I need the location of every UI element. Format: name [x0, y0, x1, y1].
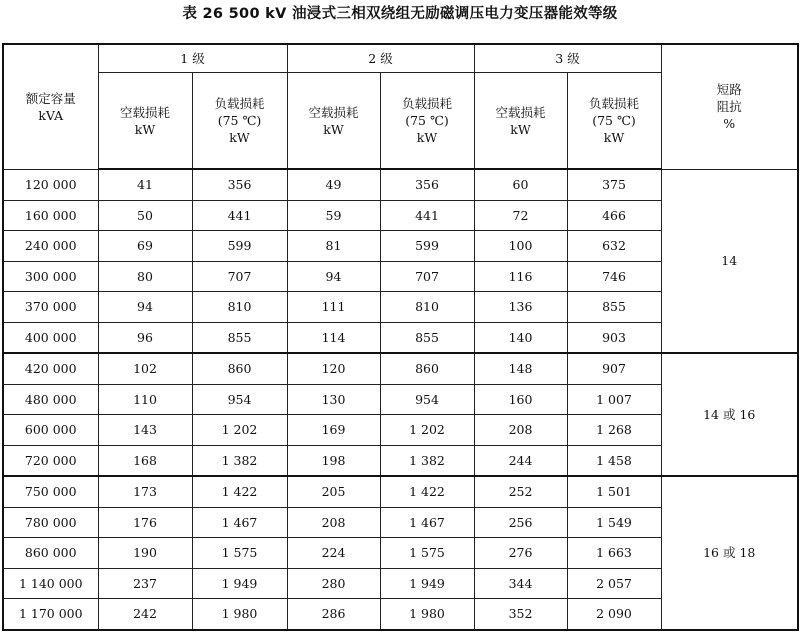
cell-g1-no-load: 94	[98, 292, 192, 323]
cell-g3-no-load: 256	[474, 507, 567, 538]
cell-g2-load: 1 467	[380, 507, 474, 538]
cell-g1-no-load: 102	[98, 353, 192, 384]
table-title: 表 26 500 kV 油浸式三相双绕组无励磁调压电力变压器能效等级	[182, 6, 618, 22]
cell-g1-no-load: 110	[98, 384, 192, 415]
header-grade-3: 3 级	[474, 44, 661, 73]
table-row	[3, 169, 798, 200]
cell-capacity: 1 140 000	[3, 568, 98, 599]
table-body	[3, 169, 798, 630]
cell-g1-load: 441	[192, 200, 287, 231]
cell-g1-load: 1 422	[192, 476, 287, 507]
cell-impedance: 14	[661, 169, 798, 353]
cell-g2-no-load: 114	[287, 322, 380, 353]
header-no-load-loss	[287, 73, 380, 170]
cell-g3-no-load: 276	[474, 538, 567, 569]
cell-g2-no-load: 286	[287, 599, 380, 630]
cell-g3-load: 1 549	[567, 507, 661, 538]
cell-capacity: 120 000	[3, 169, 98, 200]
cell-capacity: 300 000	[3, 261, 98, 292]
header-load-unit: kW	[416, 130, 438, 145]
cell-capacity: 370 000	[3, 292, 98, 323]
cell-g3-no-load: 252	[474, 476, 567, 507]
cell-g3-no-load: 60	[474, 169, 567, 200]
header-no-load-unit: kW	[134, 121, 156, 137]
cell-g2-load: 599	[380, 231, 474, 262]
cell-g3-load: 1 501	[567, 476, 661, 507]
cell-g1-no-load: 41	[98, 169, 192, 200]
cell-capacity: 420 000	[3, 353, 98, 384]
cell-g2-no-load: 198	[287, 445, 380, 476]
table-row	[3, 353, 798, 384]
cell-g1-load: 1 980	[192, 599, 287, 630]
efficiency-table	[2, 43, 799, 631]
cell-g1-load: 1 949	[192, 568, 287, 599]
header-no-load-label: 空载损耗	[308, 104, 359, 120]
cell-capacity: 160 000	[3, 200, 98, 231]
header-grade-2: 2 级	[287, 44, 474, 73]
header-impedance-unit: %	[723, 116, 736, 132]
cell-g1-load: 810	[192, 292, 287, 323]
cell-g2-no-load: 120	[287, 353, 380, 384]
cell-g3-load: 1 458	[567, 445, 661, 476]
cell-g3-load: 632	[567, 231, 661, 262]
cell-capacity: 860 000	[3, 538, 98, 569]
cell-g3-load: 903	[567, 322, 661, 353]
cell-g1-no-load: 190	[98, 538, 192, 569]
cell-capacity: 1 170 000	[3, 599, 98, 630]
cell-g2-load: 707	[380, 261, 474, 292]
header-no-load-label: 空载损耗	[495, 104, 546, 120]
header-capacity-unit: kVA	[38, 107, 64, 123]
cell-g1-no-load: 242	[98, 599, 192, 630]
cell-g1-load: 1 575	[192, 538, 287, 569]
cell-g2-load: 356	[380, 169, 474, 200]
cell-g3-load: 1 663	[567, 538, 661, 569]
header-no-load-loss	[98, 73, 192, 170]
cell-g3-no-load: 208	[474, 415, 567, 446]
header-impedance-line2: 阻抗	[716, 99, 742, 115]
cell-g2-load: 855	[380, 322, 474, 353]
cell-g2-load: 1 949	[380, 568, 474, 599]
cell-g3-load: 375	[567, 169, 661, 200]
cell-capacity: 480 000	[3, 384, 98, 415]
cell-g2-no-load: 59	[287, 200, 380, 231]
cell-g1-load: 1 202	[192, 415, 287, 446]
cell-g2-load: 1 422	[380, 476, 474, 507]
cell-g2-load: 810	[380, 292, 474, 323]
header-impedance	[661, 44, 798, 169]
cell-g3-no-load: 136	[474, 292, 567, 323]
header-load-temp: (75 ℃)	[405, 113, 449, 128]
cell-g1-load: 1 467	[192, 507, 287, 538]
cell-g3-load: 1 268	[567, 415, 661, 446]
header-capacity-label: 额定容量	[25, 90, 76, 106]
cell-g3-no-load: 72	[474, 200, 567, 231]
cell-g1-no-load: 173	[98, 476, 192, 507]
cell-capacity: 780 000	[3, 507, 98, 538]
cell-g1-load: 860	[192, 353, 287, 384]
header-load-temp: (75 ℃)	[217, 113, 262, 128]
cell-g3-no-load: 244	[474, 445, 567, 476]
cell-g3-load: 1 007	[567, 384, 661, 415]
header-load-label: 负载损耗	[401, 96, 452, 111]
header-no-load-label: 空载损耗	[119, 104, 170, 120]
cell-g2-no-load: 130	[287, 384, 380, 415]
cell-g2-load: 441	[380, 200, 474, 231]
cell-g3-load: 466	[567, 200, 661, 231]
cell-g2-load: 954	[380, 384, 474, 415]
cell-g1-load: 954	[192, 384, 287, 415]
cell-impedance: 16 或 18	[661, 476, 798, 630]
cell-capacity: 750 000	[3, 476, 98, 507]
header-load-loss	[567, 73, 661, 170]
cell-g3-load: 2 057	[567, 568, 661, 599]
header-load-loss	[192, 73, 287, 170]
cell-g2-no-load: 169	[287, 415, 380, 446]
header-no-load-unit: kW	[323, 121, 344, 137]
cell-g3-no-load: 100	[474, 231, 567, 262]
cell-g2-no-load: 111	[287, 292, 380, 323]
header-grade-1: 1 级	[98, 44, 287, 73]
cell-g1-load: 356	[192, 169, 287, 200]
cell-g2-load: 1 575	[380, 538, 474, 569]
cell-g2-no-load: 224	[287, 538, 380, 569]
cell-g1-load: 707	[192, 261, 287, 292]
cell-g2-no-load: 280	[287, 568, 380, 599]
cell-g2-no-load: 49	[287, 169, 380, 200]
cell-g1-no-load: 237	[98, 568, 192, 599]
header-load-temp: (75 ℃)	[592, 113, 636, 128]
cell-g2-no-load: 81	[287, 231, 380, 262]
header-load-label: 负载损耗	[214, 96, 265, 111]
cell-g1-load: 599	[192, 231, 287, 262]
cell-g3-no-load: 160	[474, 384, 567, 415]
header-load-unit: kW	[229, 130, 250, 145]
cell-g2-load: 860	[380, 353, 474, 384]
cell-g1-no-load: 143	[98, 415, 192, 446]
header-no-load-loss	[474, 73, 567, 170]
cell-g3-load: 746	[567, 261, 661, 292]
header-load-loss	[380, 73, 474, 170]
cell-g2-load: 1 980	[380, 599, 474, 630]
cell-g1-load: 1 382	[192, 445, 287, 476]
cell-g2-load: 1 382	[380, 445, 474, 476]
cell-g3-no-load: 116	[474, 261, 567, 292]
cell-g1-no-load: 96	[98, 322, 192, 353]
header-load-unit: kW	[603, 130, 625, 145]
cell-g1-no-load: 168	[98, 445, 192, 476]
cell-g2-no-load: 94	[287, 261, 380, 292]
cell-g1-no-load: 176	[98, 507, 192, 538]
cell-g1-no-load: 80	[98, 261, 192, 292]
cell-g1-no-load: 50	[98, 200, 192, 231]
cell-g3-load: 907	[567, 353, 661, 384]
header-impedance-line1: 短路	[716, 82, 742, 98]
cell-g2-no-load: 208	[287, 507, 380, 538]
cell-g1-load: 855	[192, 322, 287, 353]
cell-g3-no-load: 140	[474, 322, 567, 353]
cell-g2-no-load: 205	[287, 476, 380, 507]
cell-capacity: 720 000	[3, 445, 98, 476]
cell-g3-load: 855	[567, 292, 661, 323]
cell-g3-no-load: 148	[474, 353, 567, 384]
header-capacity	[3, 44, 98, 169]
cell-g3-load: 2 090	[567, 599, 661, 630]
header-load-label: 负载损耗	[588, 96, 639, 111]
cell-capacity: 400 000	[3, 322, 98, 353]
cell-capacity: 240 000	[3, 231, 98, 262]
cell-capacity: 600 000	[3, 415, 98, 446]
cell-g2-load: 1 202	[380, 415, 474, 446]
header-no-load-unit: kW	[510, 121, 531, 137]
cell-g3-no-load: 344	[474, 568, 567, 599]
cell-g3-no-load: 352	[474, 599, 567, 630]
cell-g1-no-load: 69	[98, 231, 192, 262]
cell-impedance: 14 或 16	[661, 353, 798, 476]
table-row	[3, 476, 798, 507]
